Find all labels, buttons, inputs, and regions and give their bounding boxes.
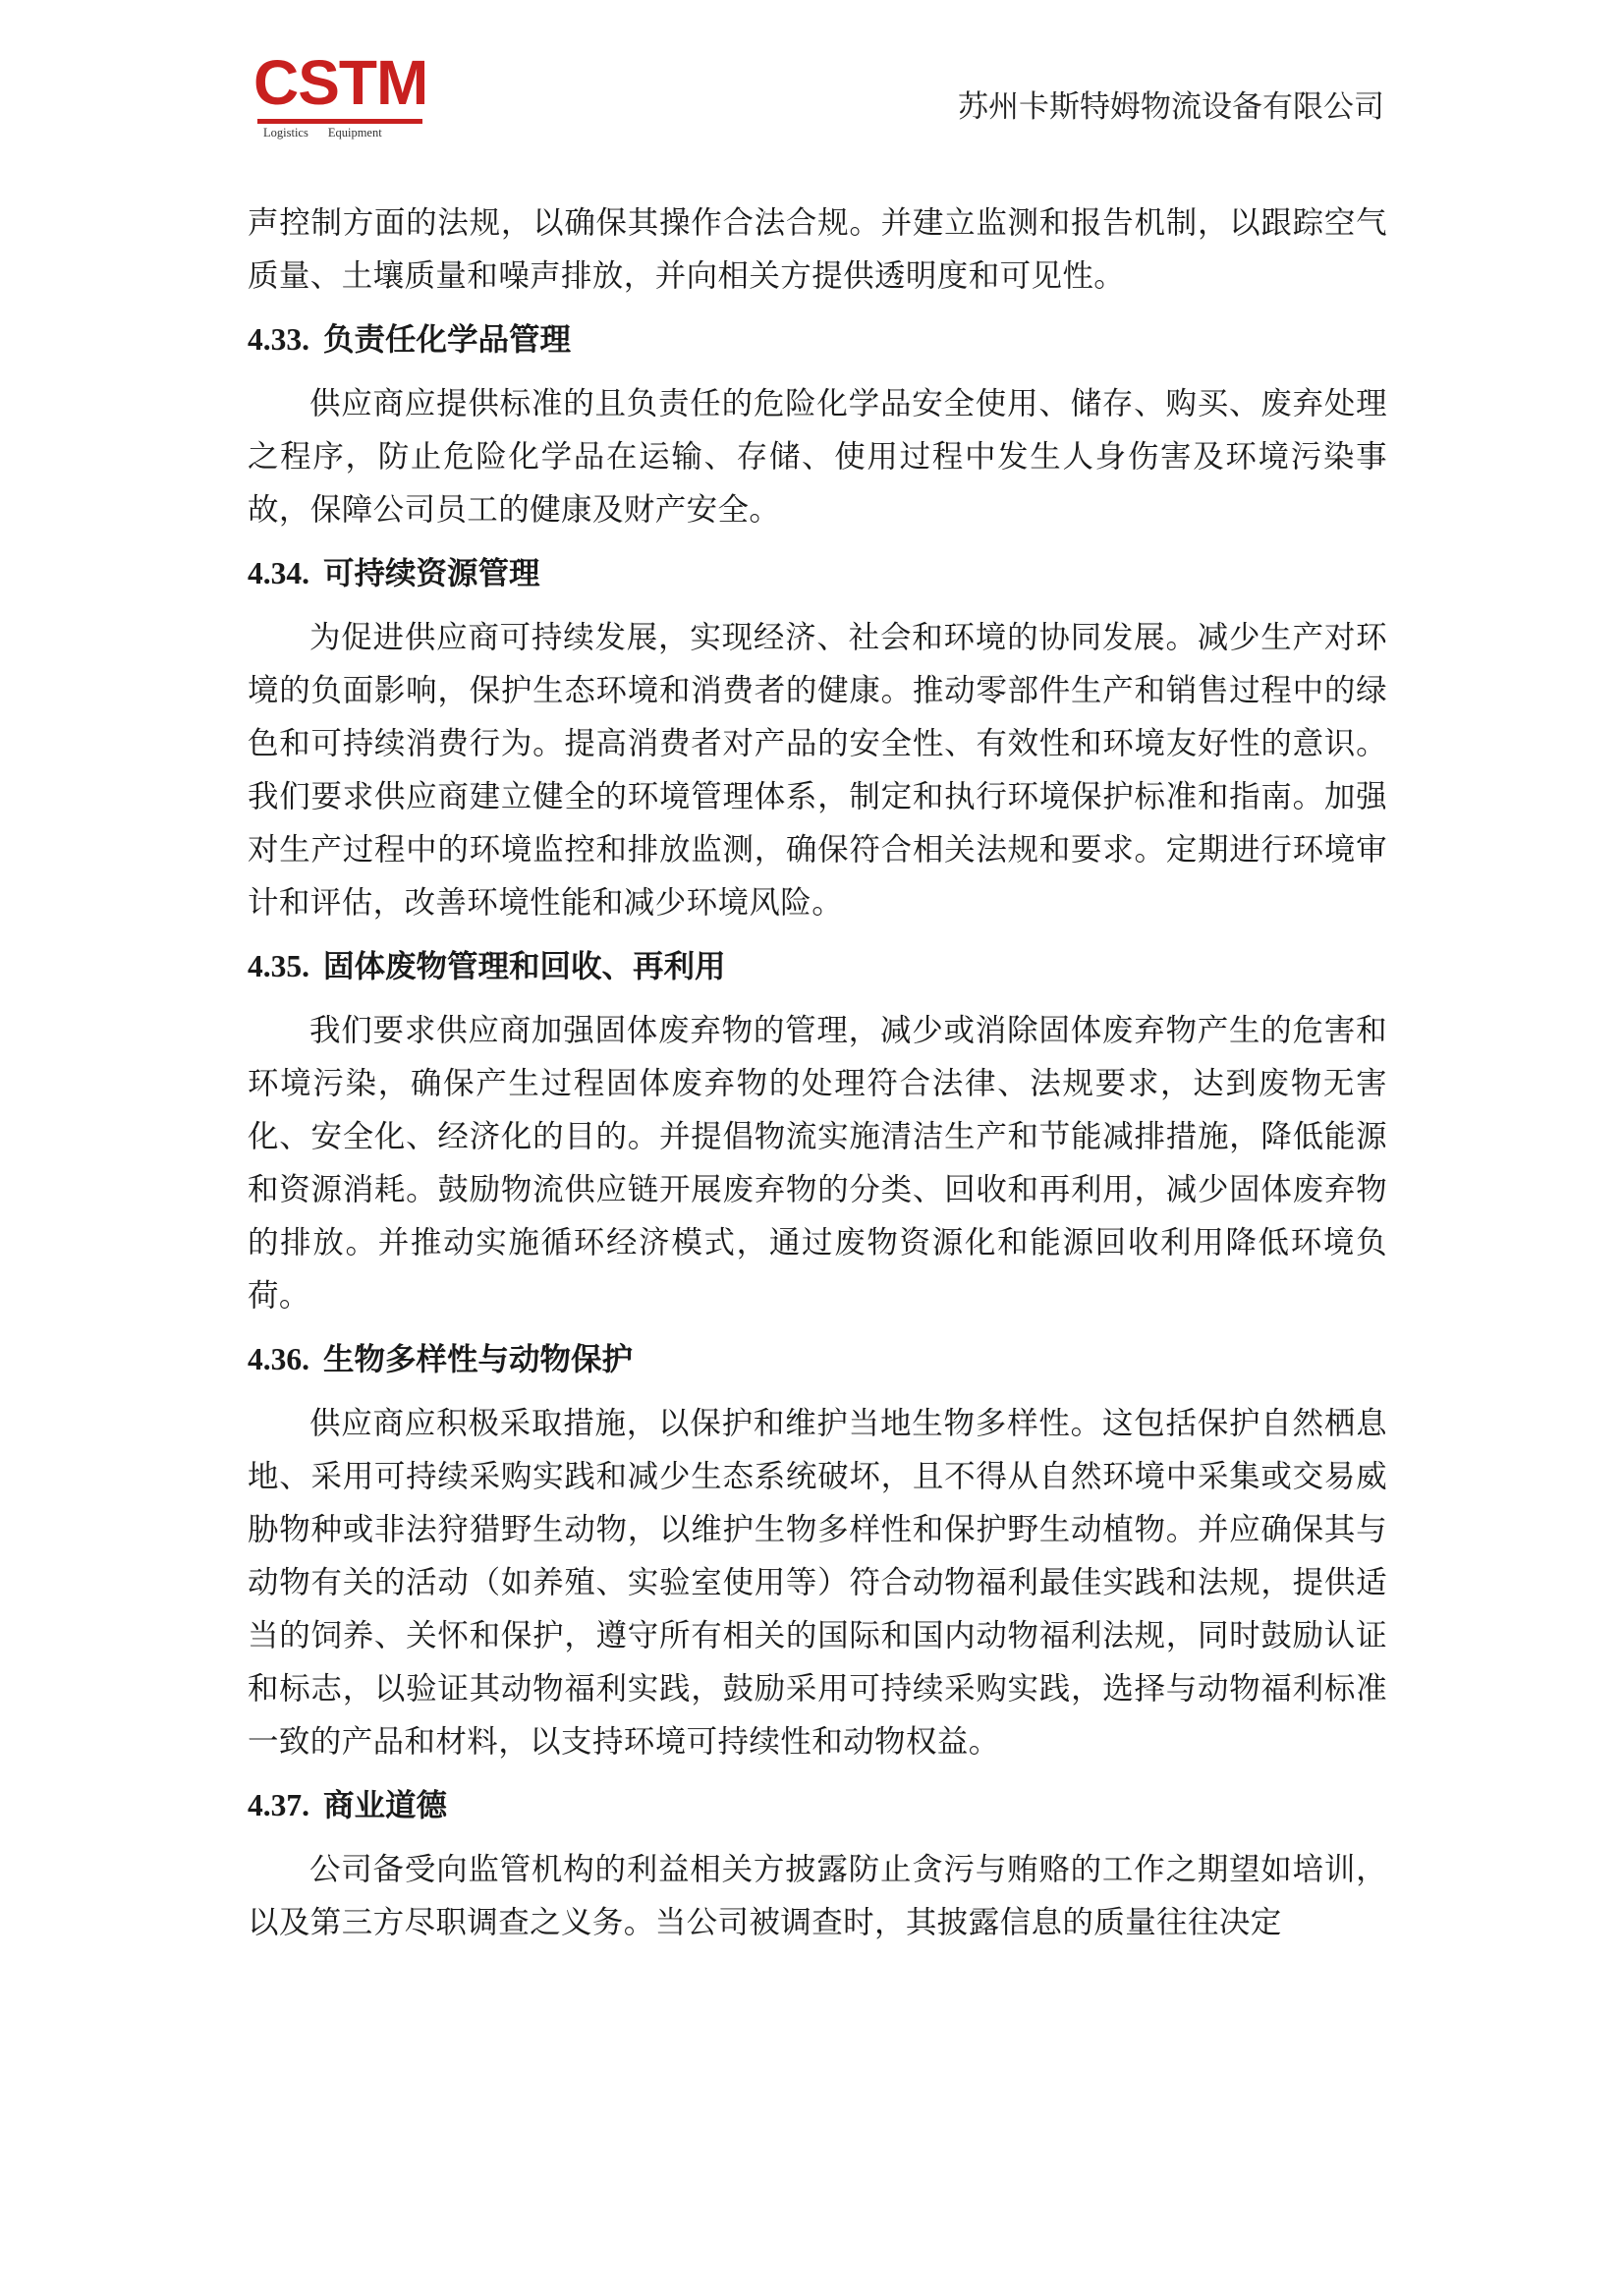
document-body	[248, 196, 1387, 1949]
section-title: 固体废物管理和回收、再利用	[323, 949, 726, 984]
company-name: 苏州卡斯特姆物流设备有限公司	[958, 89, 1384, 125]
section-heading-4-35	[248, 949, 1387, 984]
section-heading-4-34	[248, 556, 1387, 591]
section-paragraph: 供应商应提供标准的且负责任的危险化学品安全使用、储存、购买、废弃处理之程序，防止危险化学品在运输、存储、使用过程中发生人身伤害及环境污染事故，保障公司员工的健康及财产安全。	[248, 386, 1387, 528]
section-title: 生物多样性与动物保护	[323, 1342, 634, 1377]
section-title: 可持续资源管理	[323, 556, 540, 591]
section-number: 4.36.	[248, 1342, 309, 1376]
logo-underline	[257, 119, 422, 124]
section-paragraph: 我们要求供应商加强固体废弃物的管理，减少或消除固体废弃物产生的危害和环境污染，确保产生过程固体废弃物的处理符合法律、法规要求，达到废物无害化、安全化、经济化的目的。并提倡物流实施清洁生产和节能减排措施，降低能源和资源消耗。鼓励物流供应链开展废弃物的分类、回收和再利用，减少固体废弃物的排放。并推动实施循环经济模式，通过废物资源化和能源回收利用降低环境负荷。	[248, 1013, 1387, 1314]
section-number: 4.33.	[248, 322, 309, 357]
section-title: 负责任化学品管理	[323, 322, 572, 358]
company-logo	[253, 47, 428, 145]
section-number: 4.35.	[248, 949, 309, 983]
logo-tagline-logistics: Logistics	[263, 126, 308, 140]
paragraph-continued: 声控制方面的法规，以确保其操作合法合规。并建立监测和报告机制，以跟踪空气质量、土壤质量和噪声排放，并向相关方提供透明度和可见性。	[248, 205, 1387, 294]
logo-tagline	[263, 126, 382, 140]
section-heading-4-37	[248, 1788, 1387, 1823]
section-heading-4-36	[248, 1342, 1387, 1377]
section-paragraph: 为促进供应商可持续发展，实现经济、社会和环境的协同发展。减少生产对环境的负面影响，保护生态环境和消费者的健康。推动零部件生产和销售过程中的绿色和可持续消费行为。提高消费者对产品的安全性、有效性和环境友好性的意识。我们要求供应商建立健全的环境管理体系，制定和执行环境保护标准和指南。加强对生产过程中的环境监控和排放监测，确保符合相关法规和要求。定期进行环境审计和评估，改善环境性能和减少环境风险。	[248, 620, 1387, 921]
section-number: 4.37.	[248, 1788, 309, 1822]
logo-text: CSTM	[253, 47, 428, 118]
page-header	[0, 0, 1623, 157]
section-paragraph: 供应商应积极采取措施，以保护和维护当地生物多样性。这包括保护自然栖息地、采用可持续采购实践和减少生态系统破坏，且不得从自然环境中采集或交易威胁物种或非法狩猎野生动物，以维护生物多样性和保护野生动植物。并应确保其与动物有关的活动（如养殖、实验室使用等）符合动物福利最佳实践和法规，提供适当的饲养、关怀和保护，遵守所有相关的国际和国内动物福利法规，同时鼓励认证和标志，以验证其动物福利实践，鼓励采用可持续采购实践，选择与动物福利标准一致的产品和材料，以支持环境可持续性和动物权益。	[248, 1406, 1387, 1760]
logo-tagline-equipment: Equipment	[327, 126, 382, 140]
section-title: 商业道德	[323, 1788, 448, 1823]
section-paragraph: 公司备受向监管机构的利益相关方披露防止贪污与贿赂的工作之期望如培训，以及第三方尽职调查之义务。当公司被调查时，其披露信息的质量往往决定	[248, 1852, 1387, 1940]
section-heading-4-33	[248, 322, 1387, 358]
section-number: 4.34.	[248, 556, 309, 590]
